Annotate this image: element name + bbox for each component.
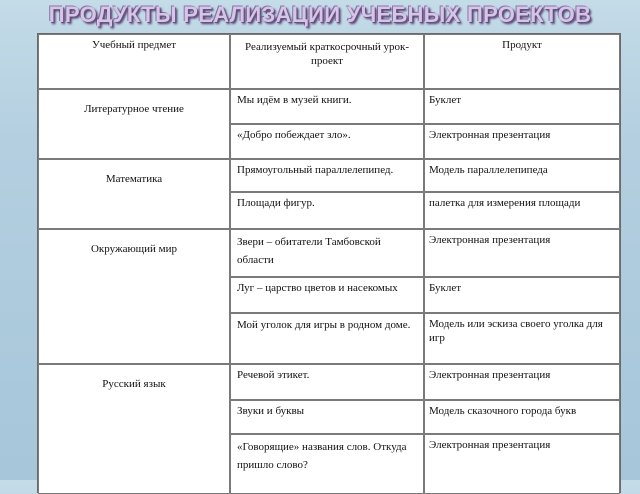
header-product: Продукт	[424, 34, 620, 89]
product-cell: Электронная презентация	[424, 434, 620, 494]
project-cell: Речевой этикет.	[230, 364, 424, 400]
product-cell: Электронная презентация	[424, 364, 620, 400]
project-cell: Площади фигур.	[230, 192, 424, 229]
project-cell: Звуки и буквы	[230, 400, 424, 434]
product-cell: Буклет	[424, 89, 620, 124]
product-cell: Модель или эскиза своего уголка для игр	[424, 313, 620, 364]
project-cell: «Добро побеждает зло».	[230, 124, 424, 159]
subject-cell: Русский язык	[38, 364, 230, 494]
product-cell: Модель параллелепипеда	[424, 159, 620, 192]
subject-cell: Окружающий мир	[38, 229, 230, 364]
product-cell: палетка для измерения площади	[424, 192, 620, 229]
project-cell: Мой уголок для игры в родном доме.	[230, 313, 424, 364]
project-cell: «Говорящие» названия слов. Откуда пришло слово?	[230, 434, 424, 494]
subject-cell: Математика	[38, 159, 230, 229]
project-cell: Прямоугольный параллелепипед.	[230, 159, 424, 192]
project-cell: Мы идём в музей книги.	[230, 89, 424, 124]
header-project: Реализуемый краткосрочный урок-проект	[230, 34, 424, 89]
product-cell: Электронная презентация	[424, 124, 620, 159]
project-cell: Луг – царство цветов и насекомых	[230, 277, 424, 313]
header-subject: Учебный предмет	[38, 34, 230, 89]
product-cell: Модель сказочного города букв	[424, 400, 620, 434]
product-cell: Электронная презентация	[424, 229, 620, 277]
project-cell: Звери – обитатели Тамбовской области	[230, 229, 424, 277]
product-cell: Буклет	[424, 277, 620, 313]
projects-table	[37, 33, 621, 493]
subject-cell: Литературное чтение	[38, 89, 230, 159]
page-title: ПРОДУКТЫ РЕАЛИЗАЦИИ УЧЕБНЫХ ПРОЕКТОВ	[48, 2, 592, 27]
